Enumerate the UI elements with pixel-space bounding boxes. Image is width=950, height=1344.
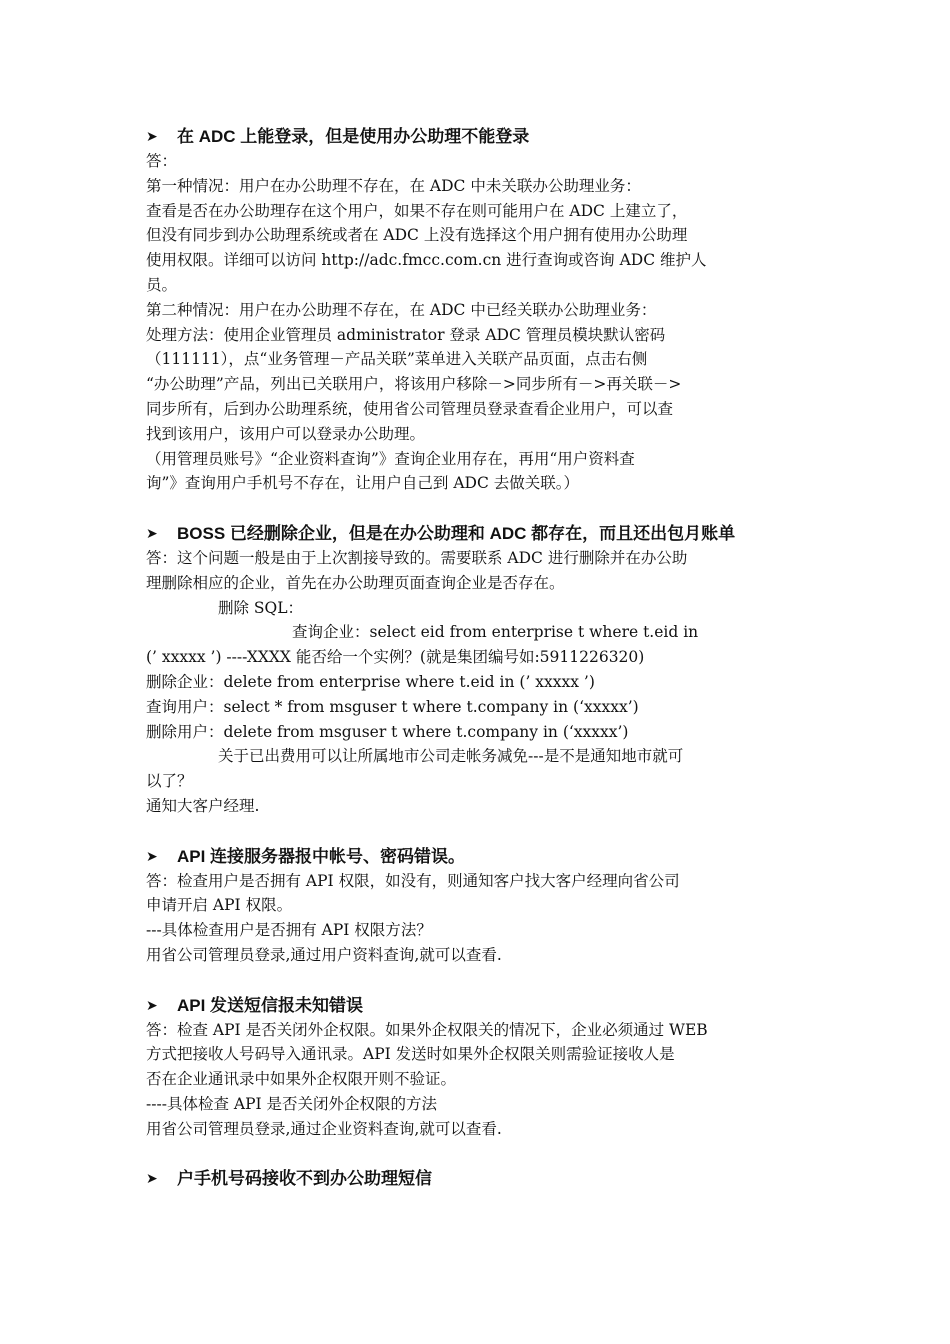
paragraph-line: 方式把接收人号码导入通讯录。API 发送时如果外企权限关则需验证接收人是 bbox=[146, 1045, 675, 1064]
arrow-bullet-icon: ➤ bbox=[146, 128, 158, 144]
paragraph-line: 查询用户：select * from msguser t where t.company in (‘xxxxx’) bbox=[146, 697, 639, 716]
paragraph-line: 答：这个问题一般是由于上次割接导致的。需要联系 ADC 进行删除并在办公助 bbox=[146, 548, 688, 567]
section-heading bbox=[146, 993, 816, 1018]
paragraph-line: 用省公司管理员登录,通过企业资料查询,就可以查看. bbox=[146, 1119, 502, 1138]
blank-line bbox=[146, 496, 816, 521]
document-page bbox=[146, 124, 816, 1191]
paragraph-line: 理删除相应的企业，首先在办公助理页面查询企业是否存在。 bbox=[146, 573, 565, 592]
paragraph-line: 第二种情况：用户在办公助理不存在，在 ADC 中已经关联办公助理业务： bbox=[146, 300, 657, 319]
section-heading bbox=[146, 124, 816, 149]
paragraph-line: 处理方法：使用企业管理员 administrator 登录 ADC 管理员模块默认密码 bbox=[146, 325, 666, 344]
arrow-bullet-icon: ➤ bbox=[146, 847, 158, 864]
paragraph-line: 找到该用户，该用户可以登录办公助理。 bbox=[146, 424, 426, 443]
paragraph-line: ----具体检查 API 是否关闭外企权限的方法 bbox=[146, 1094, 438, 1113]
paragraph-line: （用管理员账号》“企业资料查询”》查询企业用存在，再用“用户资料查 bbox=[146, 449, 635, 468]
paragraph-line: 员。 bbox=[146, 275, 178, 294]
paragraph-line: 删除用户：delete from msguser t where t.company in (‘xxxxx’) bbox=[146, 722, 629, 741]
paragraph-line: 否在企业通讯录中如果外企权限开则不验证。 bbox=[146, 1070, 457, 1089]
section-heading-text: 在 ADC 上能登录，但是使用办公助理不能登录 bbox=[177, 127, 530, 146]
section-heading-text: 户手机号码接收不到办公助理短信 bbox=[177, 1169, 432, 1189]
paragraph-line: 申请开启 API 权限。 bbox=[146, 896, 293, 915]
arrow-bullet-icon: ➤ bbox=[146, 996, 158, 1013]
paragraph-line: 答： bbox=[146, 152, 178, 170]
section-heading bbox=[146, 1166, 816, 1191]
section-heading-text: API 连接服务器报中帐号、密码错误。 bbox=[177, 846, 466, 866]
paragraph-line: 删除 SQL： bbox=[218, 598, 304, 617]
arrow-bullet-icon: ➤ bbox=[146, 1170, 158, 1187]
paragraph-line: 使用权限。详细可以访问 http://adc.fmcc.com.cn 进行查询或咨询 ADC 维护人 bbox=[146, 251, 707, 270]
paragraph-line: 同步所有，后到办公助理系统，使用省公司管理员登录查看企业用户，可以查 bbox=[146, 399, 674, 418]
paragraph-line: 用省公司管理员登录,通过用户资料查询,就可以查看. bbox=[146, 945, 502, 964]
paragraph-line: 关于已出费用可以让所属地市公司走帐务减免---是不是通知地市就可 bbox=[218, 747, 684, 766]
paragraph-line: 但没有同步到办公助理系统或者在 ADC 上没有选择这个用户拥有使用办公助理 bbox=[146, 226, 688, 245]
section-heading-text: BOSS 已经删除企业，但是在办公助理和 ADC 都存在，而且还出包月账单 bbox=[177, 523, 736, 543]
paragraph-line: （111111），点“业务管理－产品关联”菜单进入关联产品页面，点击右侧 bbox=[146, 350, 648, 369]
paragraph-line: (’ xxxxx ’) ----XXXX 能否给一个实例？(就是集团编号如:5911226320) bbox=[146, 648, 645, 667]
paragraph-line: 询”》查询用户手机号不存在，让用户自己到 ADC 去做关联。） bbox=[146, 474, 580, 493]
paragraph-line: 答：检查用户是否拥有 API 权限，如没有，则通知客户找大客户经理向省公司 bbox=[146, 871, 680, 890]
paragraph-line: 通知大客户经理. bbox=[146, 796, 260, 815]
paragraph-line: 删除企业：delete from enterprise where t.eid in (’ xxxxx ’) bbox=[146, 672, 595, 691]
paragraph-line: “办公助理”产品，列出已关联用户，将该用户移除－>同步所有－>再关联－> bbox=[146, 375, 682, 394]
blank-line bbox=[146, 1141, 816, 1166]
paragraph-line: 答：检查 API 是否关闭外企权限。如果外企权限关的情况下，企业必须通过 WEB bbox=[146, 1020, 708, 1039]
paragraph-line: 查看是否在办公助理存在这个用户，如果不存在则可能用户在 ADC 上建立了， bbox=[146, 201, 688, 220]
paragraph-line: 第一种情况：用户在办公助理不存在，在 ADC 中未关联办公助理业务： bbox=[146, 176, 641, 195]
blank-line bbox=[146, 968, 816, 993]
blank-line bbox=[146, 819, 816, 844]
section-heading-text: API 发送短信报未知错误 bbox=[177, 995, 364, 1015]
arrow-bullet-icon: ➤ bbox=[146, 524, 158, 541]
section-heading bbox=[146, 521, 816, 546]
paragraph-line: ---具体检查用户是否拥有 API 权限方法？ bbox=[146, 921, 432, 940]
section-heading bbox=[146, 844, 816, 869]
paragraph-line: 以了？ bbox=[146, 772, 193, 791]
paragraph-line: 查询企业：select eid from enterprise t where t.eid in bbox=[292, 623, 699, 642]
